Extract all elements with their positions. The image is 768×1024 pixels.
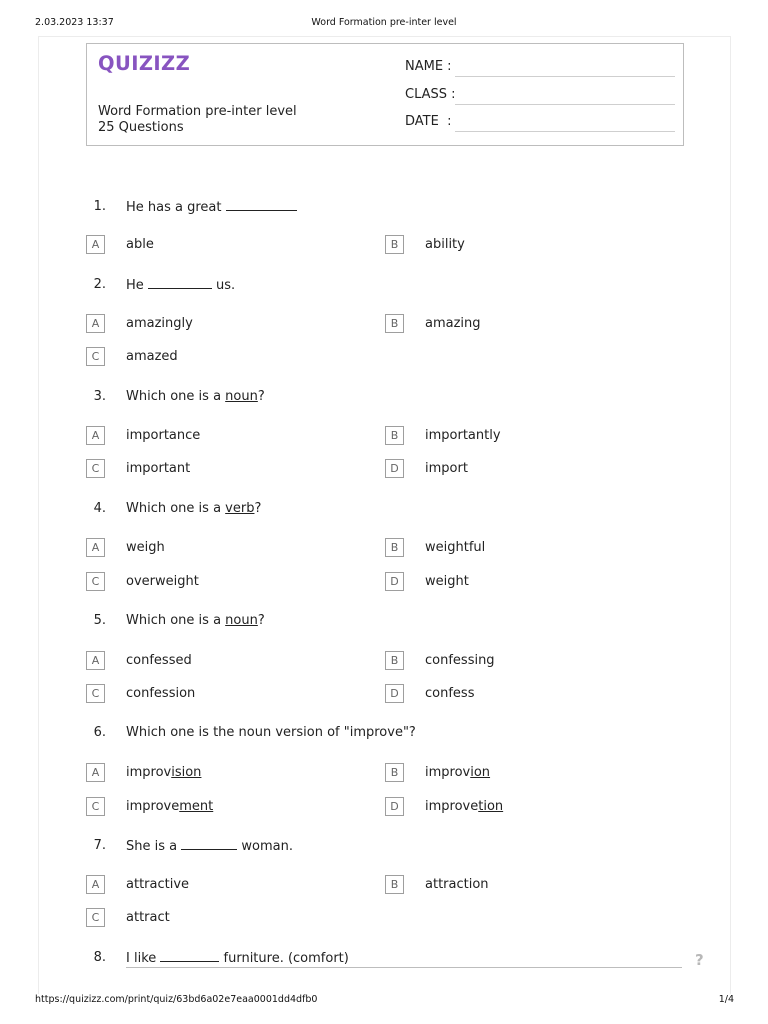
question-number: 1. (93, 199, 106, 214)
name-line (455, 76, 675, 77)
option-d-text: import (425, 461, 468, 476)
question-count: 25 Questions (98, 120, 184, 135)
option-c-text: attract (126, 910, 170, 925)
option-a-text: amazingly (126, 316, 193, 331)
class-line (455, 104, 675, 105)
date-line (455, 131, 675, 132)
answer-blank (160, 950, 219, 962)
option-b-box[interactable]: B (385, 538, 404, 557)
print-header-date: 2.03.2023 13:37 (35, 17, 114, 28)
date-field[interactable] (405, 114, 675, 132)
option-b-text: improvion (425, 765, 491, 780)
option-a-text: weigh (126, 540, 165, 555)
option-a-box[interactable]: A (86, 314, 105, 333)
question-text: She is a woman. (126, 839, 293, 854)
question-number: 6. (93, 725, 106, 740)
option-a-box[interactable]: A (86, 426, 105, 445)
question-number: 7. (93, 838, 106, 853)
option-a-text: importance (126, 428, 201, 443)
option-a-box[interactable]: A (86, 875, 105, 894)
option-d-text: improvetion (425, 799, 504, 814)
option-c-text: overweight (126, 574, 199, 589)
name-label: NAME : (405, 59, 452, 74)
question-number: 2. (93, 277, 106, 292)
option-c-box[interactable]: C (86, 459, 105, 478)
option-d-box[interactable]: D (385, 797, 404, 816)
question-text: Which one is the noun version of "improve"? (126, 725, 416, 740)
page-number: 1/4 (718, 994, 734, 1005)
question-number: 8. (93, 950, 106, 965)
option-d-text: weight (425, 574, 469, 589)
option-b-text: importantly (425, 428, 501, 443)
option-b-box[interactable]: B (385, 651, 404, 670)
option-d-box[interactable]: D (385, 684, 404, 703)
print-header-title: Word Formation pre-inter level (311, 17, 457, 28)
print-header (0, 17, 768, 31)
answer-blank (148, 277, 212, 289)
option-c-box[interactable]: C (86, 797, 105, 816)
option-a-text: confessed (126, 653, 192, 668)
option-c-box[interactable]: C (86, 684, 105, 703)
answer-blank (226, 199, 297, 211)
worksheet-header (86, 43, 684, 146)
question-text: Which one is a verb? (126, 501, 262, 516)
option-b-box[interactable]: B (385, 235, 404, 254)
name-field[interactable] (405, 59, 675, 77)
option-c-text: confession (126, 686, 196, 701)
option-d-text: confess (425, 686, 475, 701)
option-b-box[interactable]: B (385, 763, 404, 782)
class-field[interactable] (405, 87, 675, 105)
option-b-text: amazing (425, 316, 481, 331)
option-c-text: important (126, 461, 191, 476)
quizizz-logo: QUIZIZZ (98, 52, 191, 75)
option-a-box[interactable]: A (86, 651, 105, 670)
option-a-box[interactable]: A (86, 763, 105, 782)
option-a-box[interactable]: A (86, 538, 105, 557)
question-divider (126, 967, 682, 968)
date-label: DATE : (405, 114, 452, 129)
option-b-text: attraction (425, 877, 489, 892)
option-b-box[interactable]: B (385, 314, 404, 333)
question-text: Which one is a noun? (126, 389, 265, 404)
print-footer (0, 994, 768, 1008)
question-text: I like furniture. (comfort) (126, 951, 349, 966)
option-a-text: improvision (126, 765, 202, 780)
option-b-text: weightful (425, 540, 486, 555)
option-b-text: confessing (425, 653, 495, 668)
option-d-box[interactable]: D (385, 572, 404, 591)
question-number: 4. (93, 501, 106, 516)
option-b-box[interactable]: B (385, 875, 404, 894)
option-a-box[interactable]: A (86, 235, 105, 254)
question-text: He has a great (126, 199, 297, 215)
answer-blank (181, 838, 237, 850)
option-a-text: able (126, 237, 154, 252)
option-b-text: ability (425, 237, 465, 252)
option-c-text: improvement (126, 799, 214, 814)
quiz-title: Word Formation pre-inter level (98, 104, 297, 119)
question-mark-icon[interactable]: ? (695, 951, 704, 969)
class-label: CLASS : (405, 87, 456, 102)
question-text: Which one is a noun? (126, 613, 265, 628)
option-a-text: attractive (126, 877, 190, 892)
option-d-box[interactable]: D (385, 459, 404, 478)
option-c-text: amazed (126, 349, 178, 364)
option-b-box[interactable]: B (385, 426, 404, 445)
option-c-box[interactable]: C (86, 572, 105, 591)
option-c-box[interactable]: C (86, 347, 105, 366)
question-number: 5. (93, 613, 106, 628)
print-footer-url: https://quizizz.com/print/quiz/63bd6a02e7eaa0001dd4dfb0 (35, 994, 318, 1005)
question-text: He us. (126, 278, 236, 293)
option-c-box[interactable]: C (86, 908, 105, 927)
question-number: 3. (93, 389, 106, 404)
